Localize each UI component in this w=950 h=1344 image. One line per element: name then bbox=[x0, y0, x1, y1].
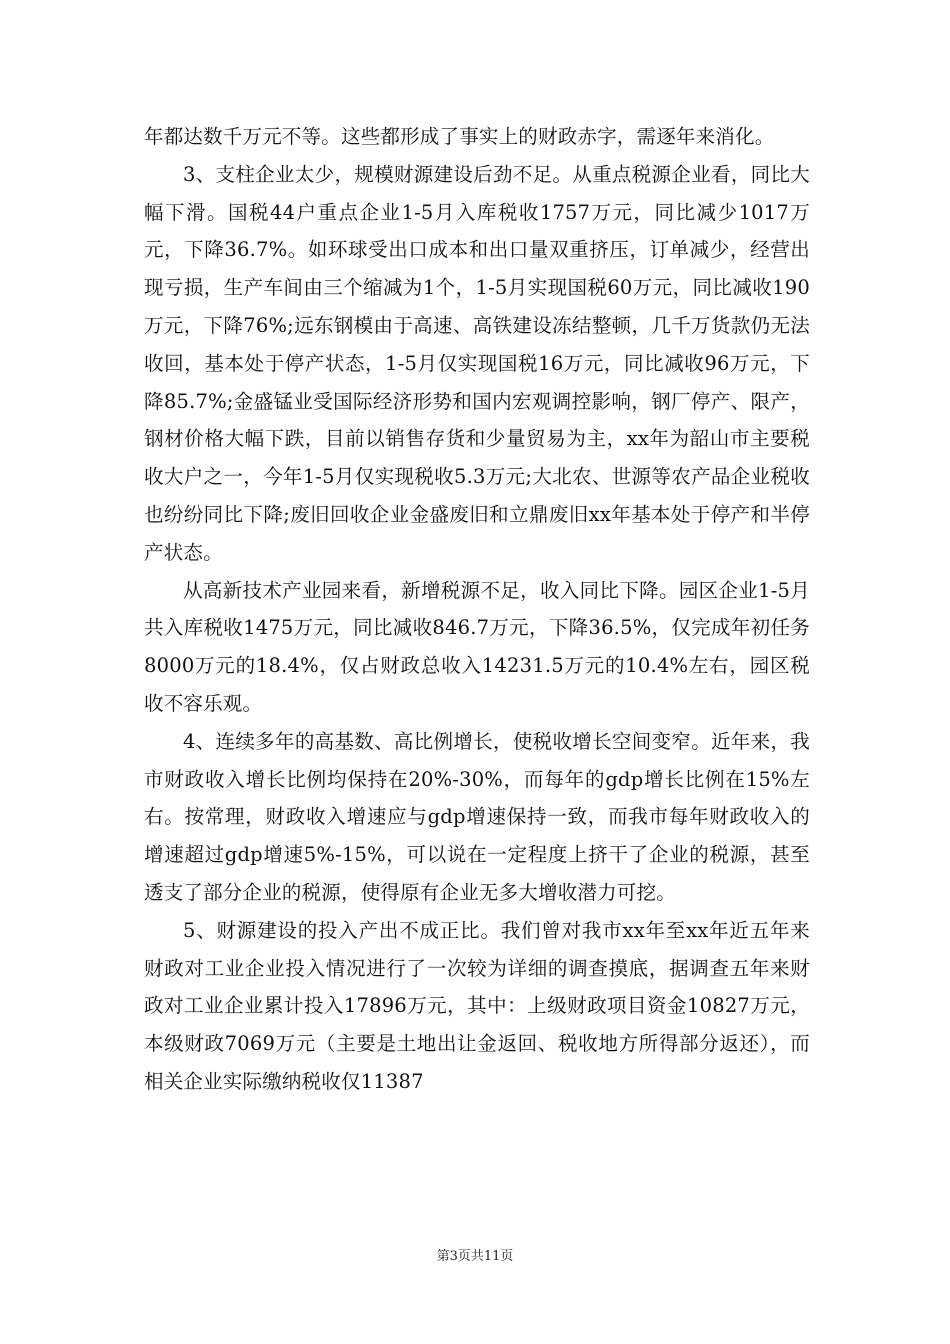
paragraph-hightech-park: 从高新技术产业园来看，新增税源不足，收入同比下降。园区企业1-5月共入库税收1475万元，同比减收846.7万元，下降36.5%，仅完成年初任务8000万元的18.4%，仅占财政总收入14231.5万元的10.4%左右，园区税收不容乐观。 bbox=[144, 578, 810, 715]
paragraph-continuation: 年都达数千万元不等。这些都形成了事实上的财政赤字，需逐年来消化。 bbox=[144, 125, 775, 148]
document-body bbox=[144, 118, 810, 1101]
paragraph-investment-output: 5、财源建设的投入产出不成正比。我们曾对我市xx年至xx年近五年来财政对工业企业投入情况进行了一次较为详细的调查摸底，据调查五年来财政对工业企业累计投入17896万元，其中：上级财政项目资金10827万元，本级财政7069万元（主要是土地出让金返回、税收地方所得部分返还），而相关企业实际缴纳税收仅11387 bbox=[144, 918, 810, 1093]
paragraph-high-base-growth: 4、连续多年的高基数、高比例增长，使税收增长空间变窄。近年来，我市财政收入增长比例均保持在20%-30%，而每年的gdp增长比例在15%左右。按常理，财政收入增速应与gdp增速保持一致，而我市每年财政收入的增速超过gdp增速5%-15%，可以说在一定程度上挤干了企业的税源，甚至透支了部分企业的税源，使得原有企业无多大增收潜力可挖。 bbox=[144, 729, 810, 904]
paragraph-pillar-enterprises: 3、支柱企业太少，规模财源建设后劲不足。从重点税源企业看，同比大幅下滑。国税44户重点企业1-5月入库税收1757万元，同比减少1017万元，下降36.7%。如环球受出口成本和出口量双重挤压，订单减少，经营出现亏损，生产车间由三个缩减为1个，1-5月实现国税60万元，同比减收190万元，下降76%;远东钢模由于高速、高铁建设冻结整顿，几千万货款仍无法收回，基本处于停产状态，1-5月仅实现国税16万元，同比减收96万元，下降85.7%;金盛锰业受国际经济形势和国内宏观调控影响，钢厂停产、限产，钢材价格大幅下跌，目前以销售存货和少量贸易为主，xx年为韶山市主要税收大户之一，今年1-5月仅实现税收5.3万元;大北农、世源等农产品企业税收也纷纷同比下降;废旧回收企业金盛废旧和立鼎废旧xx年基本处于停产和半停产状态。 bbox=[144, 162, 810, 564]
page-number-footer: 第3页共11页 bbox=[436, 1249, 514, 1264]
